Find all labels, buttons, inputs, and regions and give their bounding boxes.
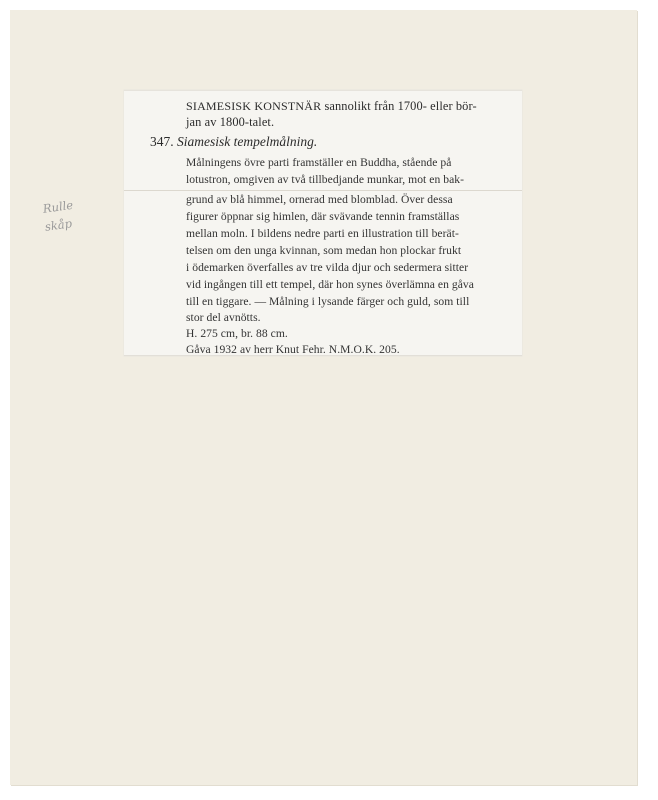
- artist-heading-line-1: [186, 99, 477, 114]
- handwritten-note-line-1: Rulle: [42, 197, 74, 216]
- description-line: mellan moln. I bildens nedre parti en illustration till berät-: [186, 227, 459, 240]
- entry-title: Siamesisk tempelmålning.: [177, 134, 318, 149]
- artist-dating: sannolikt från 1700- eller bör-: [321, 99, 477, 113]
- catalogue-slip: [124, 90, 522, 356]
- handwritten-note-line-2: skåp: [44, 216, 73, 234]
- slip-seam: [124, 190, 522, 191]
- description-line: telsen om den unga kvinnan, som medan hon plockar frukt: [186, 244, 462, 257]
- artist-name: SIAMESISK KONSTNÄR: [186, 99, 322, 113]
- description-line: till en tiggare. — Målning i lysande färger och guld, som till: [186, 295, 470, 308]
- description-line: vid ingången till ett tempel, där hon synes överlämna en gåva: [186, 278, 474, 291]
- provenance: Gåva 1932 av herr Knut Fehr. N.M.O.K. 205.: [186, 343, 400, 356]
- dimensions: H. 275 cm, br. 88 cm.: [186, 327, 288, 340]
- description-line: lotustron, omgiven av två tillbedjande munkar, mot en bak-: [186, 173, 465, 186]
- description-line: i ödemarken överfalles av tre vilda djur och sedermera sitter: [186, 261, 469, 274]
- entry-number: 347.: [150, 134, 174, 149]
- artist-heading-line-2: jan av 1800-talet.: [186, 115, 275, 129]
- description-line: stor del avnötts.: [186, 311, 261, 324]
- description-line: grund av blå himmel, ornerad med blomblad. Över dessa: [186, 193, 453, 206]
- description-line: Målningens övre parti framställer en Buddha, stående på: [186, 156, 452, 169]
- description-line: figurer öppnar sig himlen, där svävande tennin framställas: [186, 210, 460, 223]
